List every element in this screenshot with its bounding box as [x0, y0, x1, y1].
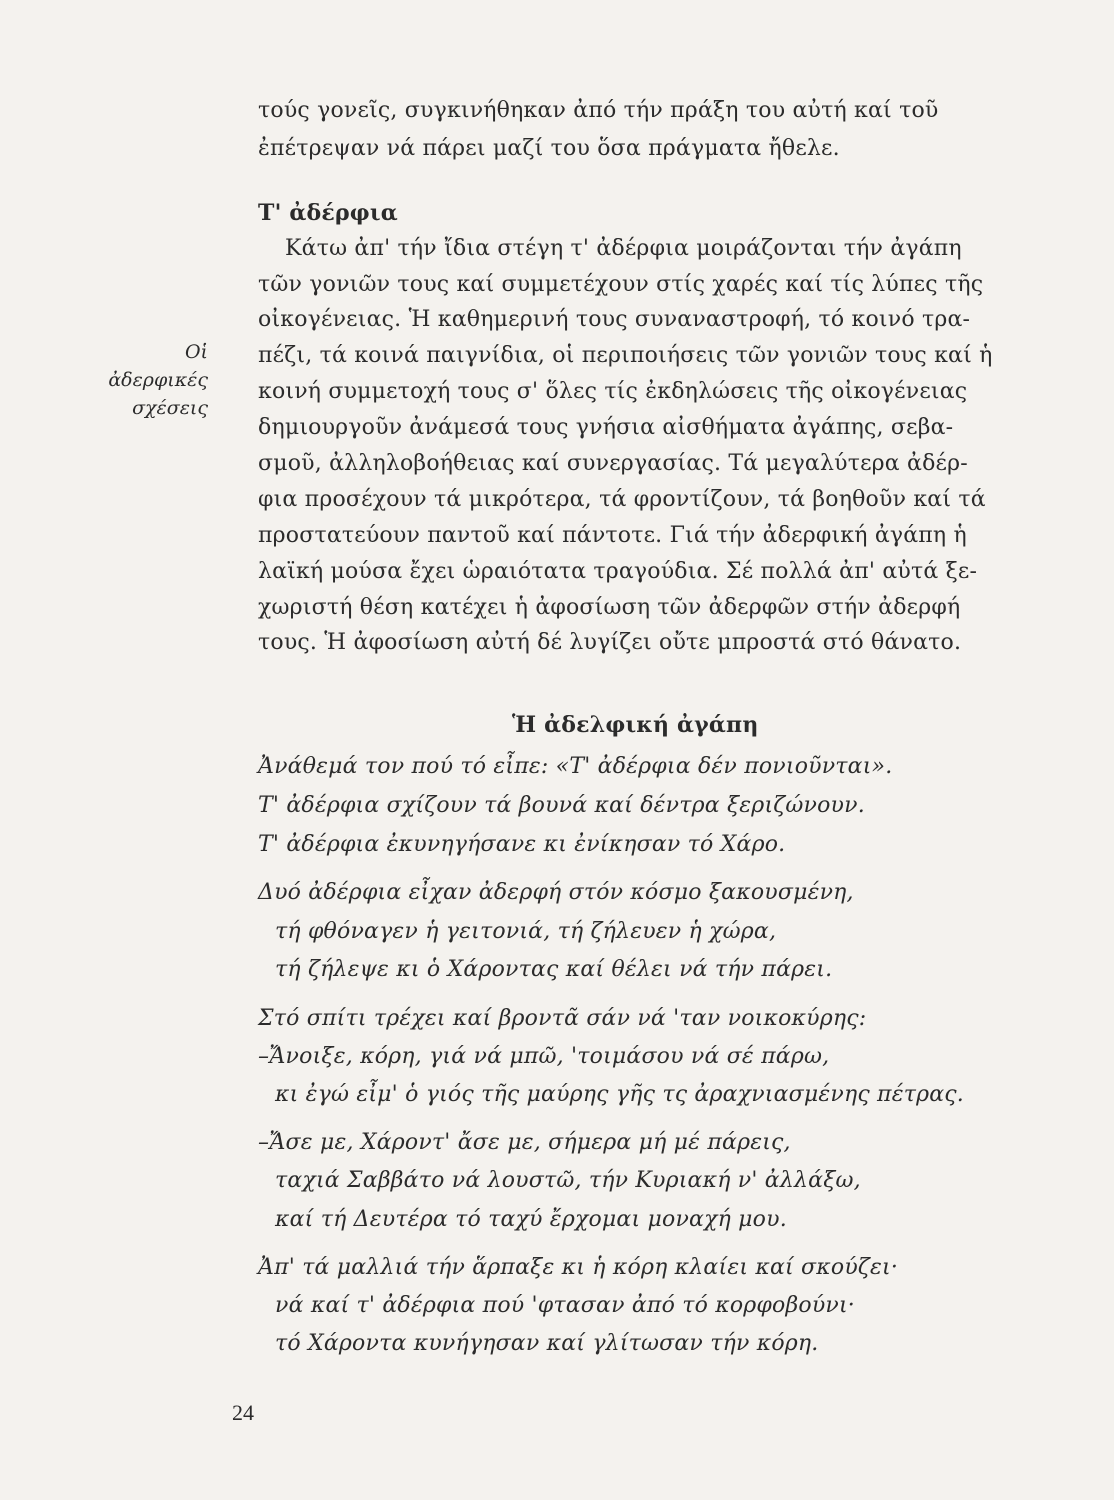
paragraph-line: τους. Ἡ ἀφοσίωση αὐτή δέ λυγίζει οὔτε μπροστά στό θάνατο. [258, 630, 962, 655]
margin-note-line: Οἱ [184, 341, 208, 363]
verse-line: Τ' ἀδέρφια ἐκυνηγήσανε κι ἐνίκησαν τό Χάρο. [258, 832, 786, 857]
section-heading: Τ' ἀδέρφια [258, 200, 398, 226]
paragraph-line: οἰκογένειας. Ἡ καθημερινή τους συναναστροφή, τό κοινό τρα- [258, 307, 971, 332]
margin-note-line: σχέσεις [132, 397, 208, 419]
paragraph-line: τῶν γονιῶν τους καί συμμετέχουν στίς χαρές καί τίς λύπες τῆς [258, 272, 984, 297]
paragraph-line: προστατεύουν παντοῦ καί πάντοτε. Γιά τήν ἀδερφική ἀγάπη ἡ [258, 523, 967, 548]
verse-line: τή φθόναγεν ἡ γειτονιά, τή ζήλευεν ἡ χώρα, [275, 919, 777, 944]
paragraph-line: δημιουργοῦν ἀνάμεσά τους γνήσια αἰσθήματα ἀγάπης, σεβα- [258, 415, 954, 440]
verse-line: –Ἄσε με, Χάροντ' ἄσε με, σήμερα μή μέ πάρεις, [258, 1130, 791, 1155]
verse-line: –Ἄνοιξε, κόρη, γιά νά μπῶ, 'τοιμάσου νά σέ πάρω, [258, 1044, 830, 1069]
paragraph-line: πέζι, τά κοινά παιγνίδια, οἱ περιποιήσεις τῶν γονιῶν τους καί ἡ [258, 343, 993, 368]
verse-line: Δυό ἀδέρφια εἶχαν ἀδερφή στόν κόσμο ξακουσμένη, [258, 880, 854, 905]
margin-note [60, 338, 208, 422]
paragraph-line: φια προσέχουν τά μικρότερα, τά φροντίζουν, τά βοηθοῦν καί τά [258, 487, 986, 512]
verse-line: καί τή Δευτέρα τό ταχύ ἔρχομαι μοναχή μου. [275, 1207, 787, 1232]
intro-line: ἐπέτρεψαν νά πάρει μαζί του ὅσα πράγματα ἤθελε. [258, 136, 840, 161]
poem-title: Ἡ ἀδελφική ἀγάπη [512, 712, 759, 738]
verse-line: τό Χάροντα κυνήγησαν καί γλίτωσαν τήν κόρη. [275, 1331, 819, 1356]
verse-line: νά καί τ' ἀδέρφια πού 'φτασαν ἀπό τό κορφοβούνι· [275, 1293, 855, 1318]
intro-line: τούς γονεῖς, συγκινήθηκαν ἀπό τήν πράξη του αὐτή καί τοῦ [258, 98, 939, 123]
verse-line: Ἀπ' τά μαλλιά τήν ἅρπαξε κι ἡ κόρη κλαίει καί σκούζει· [258, 1255, 899, 1280]
verse-line: Ἀνάθεμά τον πού τό εἶπε: «Τ' ἀδέρφια δέν πονιοῦνται». [258, 754, 893, 779]
page-number: 24 [232, 1400, 254, 1425]
verse-line: ταχιά Σαββάτο νά λουστῶ, τήν Κυριακή ν' ἀλλάξω, [275, 1168, 861, 1193]
verse-line: Τ' ἀδέρφια σχίζουν τά βουνά καί δέντρα ξεριζώνουν. [258, 793, 865, 818]
paragraph-line: λαϊκή μούσα ἔχει ὡραιότατα τραγούδια. Σέ πολλά ἀπ' αὐτά ξε- [258, 559, 978, 584]
verse-line: Στό σπίτι τρέχει καί βροντᾶ σάν νά 'ταν νοικοκύρης: [258, 1006, 867, 1031]
margin-note-line: ἀδερφικές [108, 369, 208, 391]
verse-line: τή ζήλεψε κι ὁ Χάροντας καί θέλει νά τήν πάρει. [275, 957, 833, 982]
paragraph-line: σμοῦ, ἀλληλοβοήθειας καί συνεργασίας. Τά μεγαλύτερα ἀδέρ- [258, 451, 968, 476]
paragraph-line: χωριστή θέση κατέχει ἡ ἀφοσίωση τῶν ἀδερφῶν στήν ἀδερφή [258, 595, 961, 620]
verse-line: κι ἐγώ εἶμ' ὁ γιός τῆς μαύρης γῆς τς ἀραχνιασμένης πέτρας. [275, 1082, 964, 1107]
paragraph-line: Κάτω ἀπ' τήν ἴδια στέγη τ' ἀδέρφια μοιράζονται τήν ἀγάπη [285, 236, 962, 261]
paragraph-line: κοινή συμμετοχή τους σ' ὅλες τίς ἐκδηλώσεις τῆς οἰκογένειας [258, 379, 968, 404]
